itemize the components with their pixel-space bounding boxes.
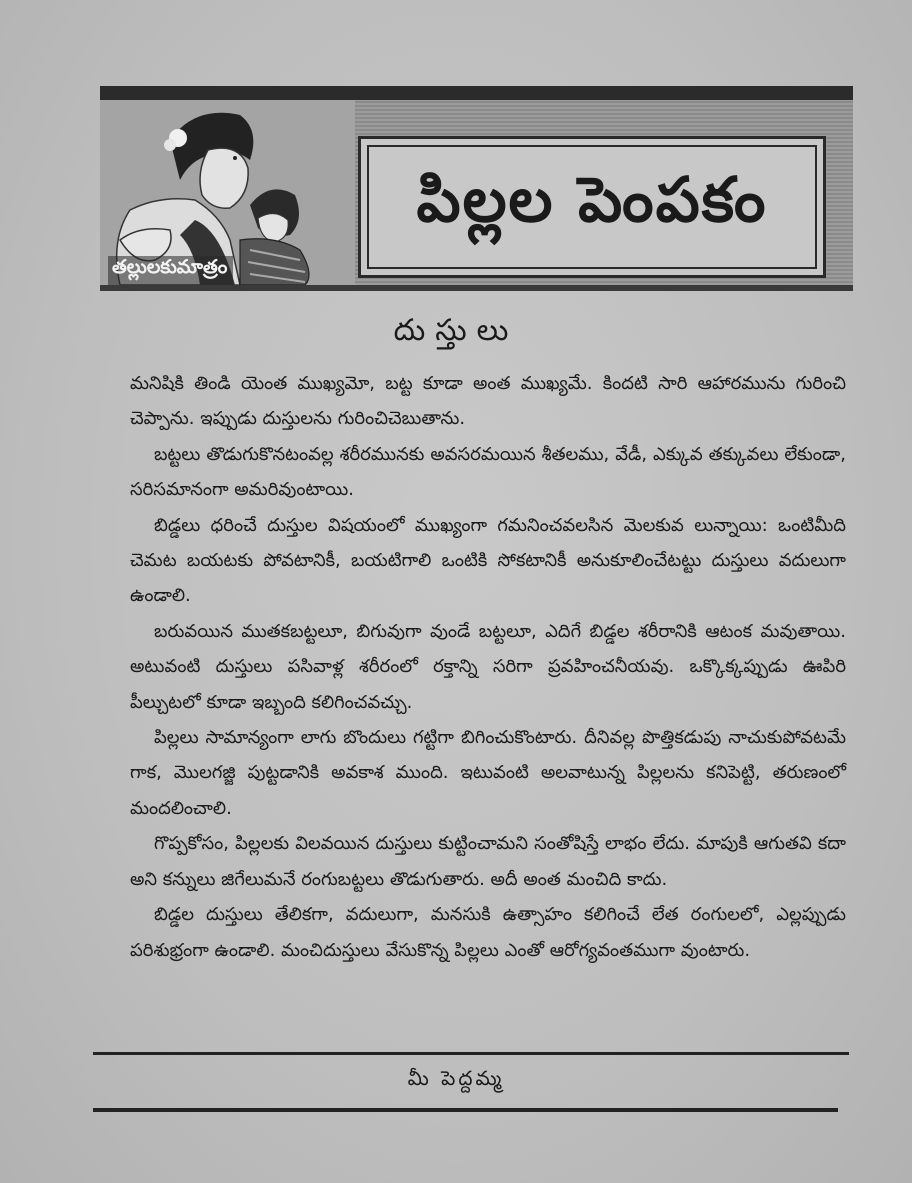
title-inner-border — [367, 145, 817, 269]
series-label: తల్లులకుమాత్రం — [108, 256, 233, 285]
paragraph: బిడ్డల దుస్తులు తేలికగా, వదులుగా, మనసుకి ఉత్సాహం కలిగించే లేత రంగులలో, ఎల్లప్పుడు పరిశుభ్రంగా ఉండాలి. మంచిదుస్తులు వేసుకొన్న పిల్లలు ఎంతో ఆరోగ్యవంతముగా వుంటారు. — [130, 904, 846, 961]
paragraph: బిడ్డలు ధరించే దుస్తుల విషయంలో ముఖ్యంగా గమనించవలసిన మెలకువ లున్నాయి: ఒంటిమీది చెమట బయటకు పోవటానికీ, బయటిగాలి ఒంటికి సోకటానికీ అనుకూలించేటట్టు దుస్తులు వదులుగా ఉండాలి. — [130, 514, 846, 607]
header-banner — [100, 86, 853, 291]
article-title: దుస్తులు — [393, 313, 519, 348]
divider-bottom — [93, 1108, 838, 1112]
divider-top — [93, 1052, 849, 1055]
paragraph: బట్టలు తొడుగుకొనటంవల్ల శరీరమునకు అవసరమయిన శీతలము, వేడీ, ఎక్కువ తక్కువలు లేకుండా, సరిసమానంగా అమరివుంటాయి. — [130, 443, 846, 501]
paragraph: బరువయిన ముతకబట్టలూ, బిగువుగా వుండే బట్టలూ, ఎదిగే బిడ్డల శరీరానికి ఆటంక మవుతాయి. అటువంటి దుస్తులు పసివాళ్ల శరీరంలో రక్తాన్ని సరిగా ప్రవహించనీయవు. ఒక్కొక్కప్పుడు ఊపిరి పీల్చుటలో కూడా ఇబ్బంది కలిగించవచ్చు. — [130, 620, 846, 713]
title-frame — [358, 136, 826, 278]
article-body — [130, 366, 846, 968]
paragraph: గొప్పకోసం, పిల్లలకు విలవయిన దుస్తులు కుట్టించామని సంతోషిస్తే లాభం లేదు. మాపుకి ఆగుతవి కదా అని కన్నులు జిగేలుమనే రంగుబట్టలు తొడుగుతారు. అదీ అంత మంచిది కాదు. — [130, 833, 846, 890]
page-title: పిల్లల పెంపకం — [416, 163, 768, 236]
paragraph: మనిషికి తిండి యెంత ముఖ్యమో, బట్ట కూడా అంత ముఖ్యమే. కిందటి సారి ఆహారమును గురించి చెప్పాను. ఇప్పుడు దుస్తులను గురించిచెబుతాను. — [130, 373, 846, 430]
paragraph: పిల్లలు సామాన్యంగా లాగు బొందులు గట్టిగా బిగించుకొంటారు. దీనివల్ల పొత్తికడుపు నాచుకుపోవటమే గాక, మొలగజ్జి పుట్టడానికి అవకాశ ముంది. ఇటువంటి అలవాటున్న పిల్లలను కనిపెట్టి, తరుణంలో మందలించాలి. — [130, 727, 846, 819]
signature: మీ పెద్దమ్మ — [407, 1066, 505, 1090]
